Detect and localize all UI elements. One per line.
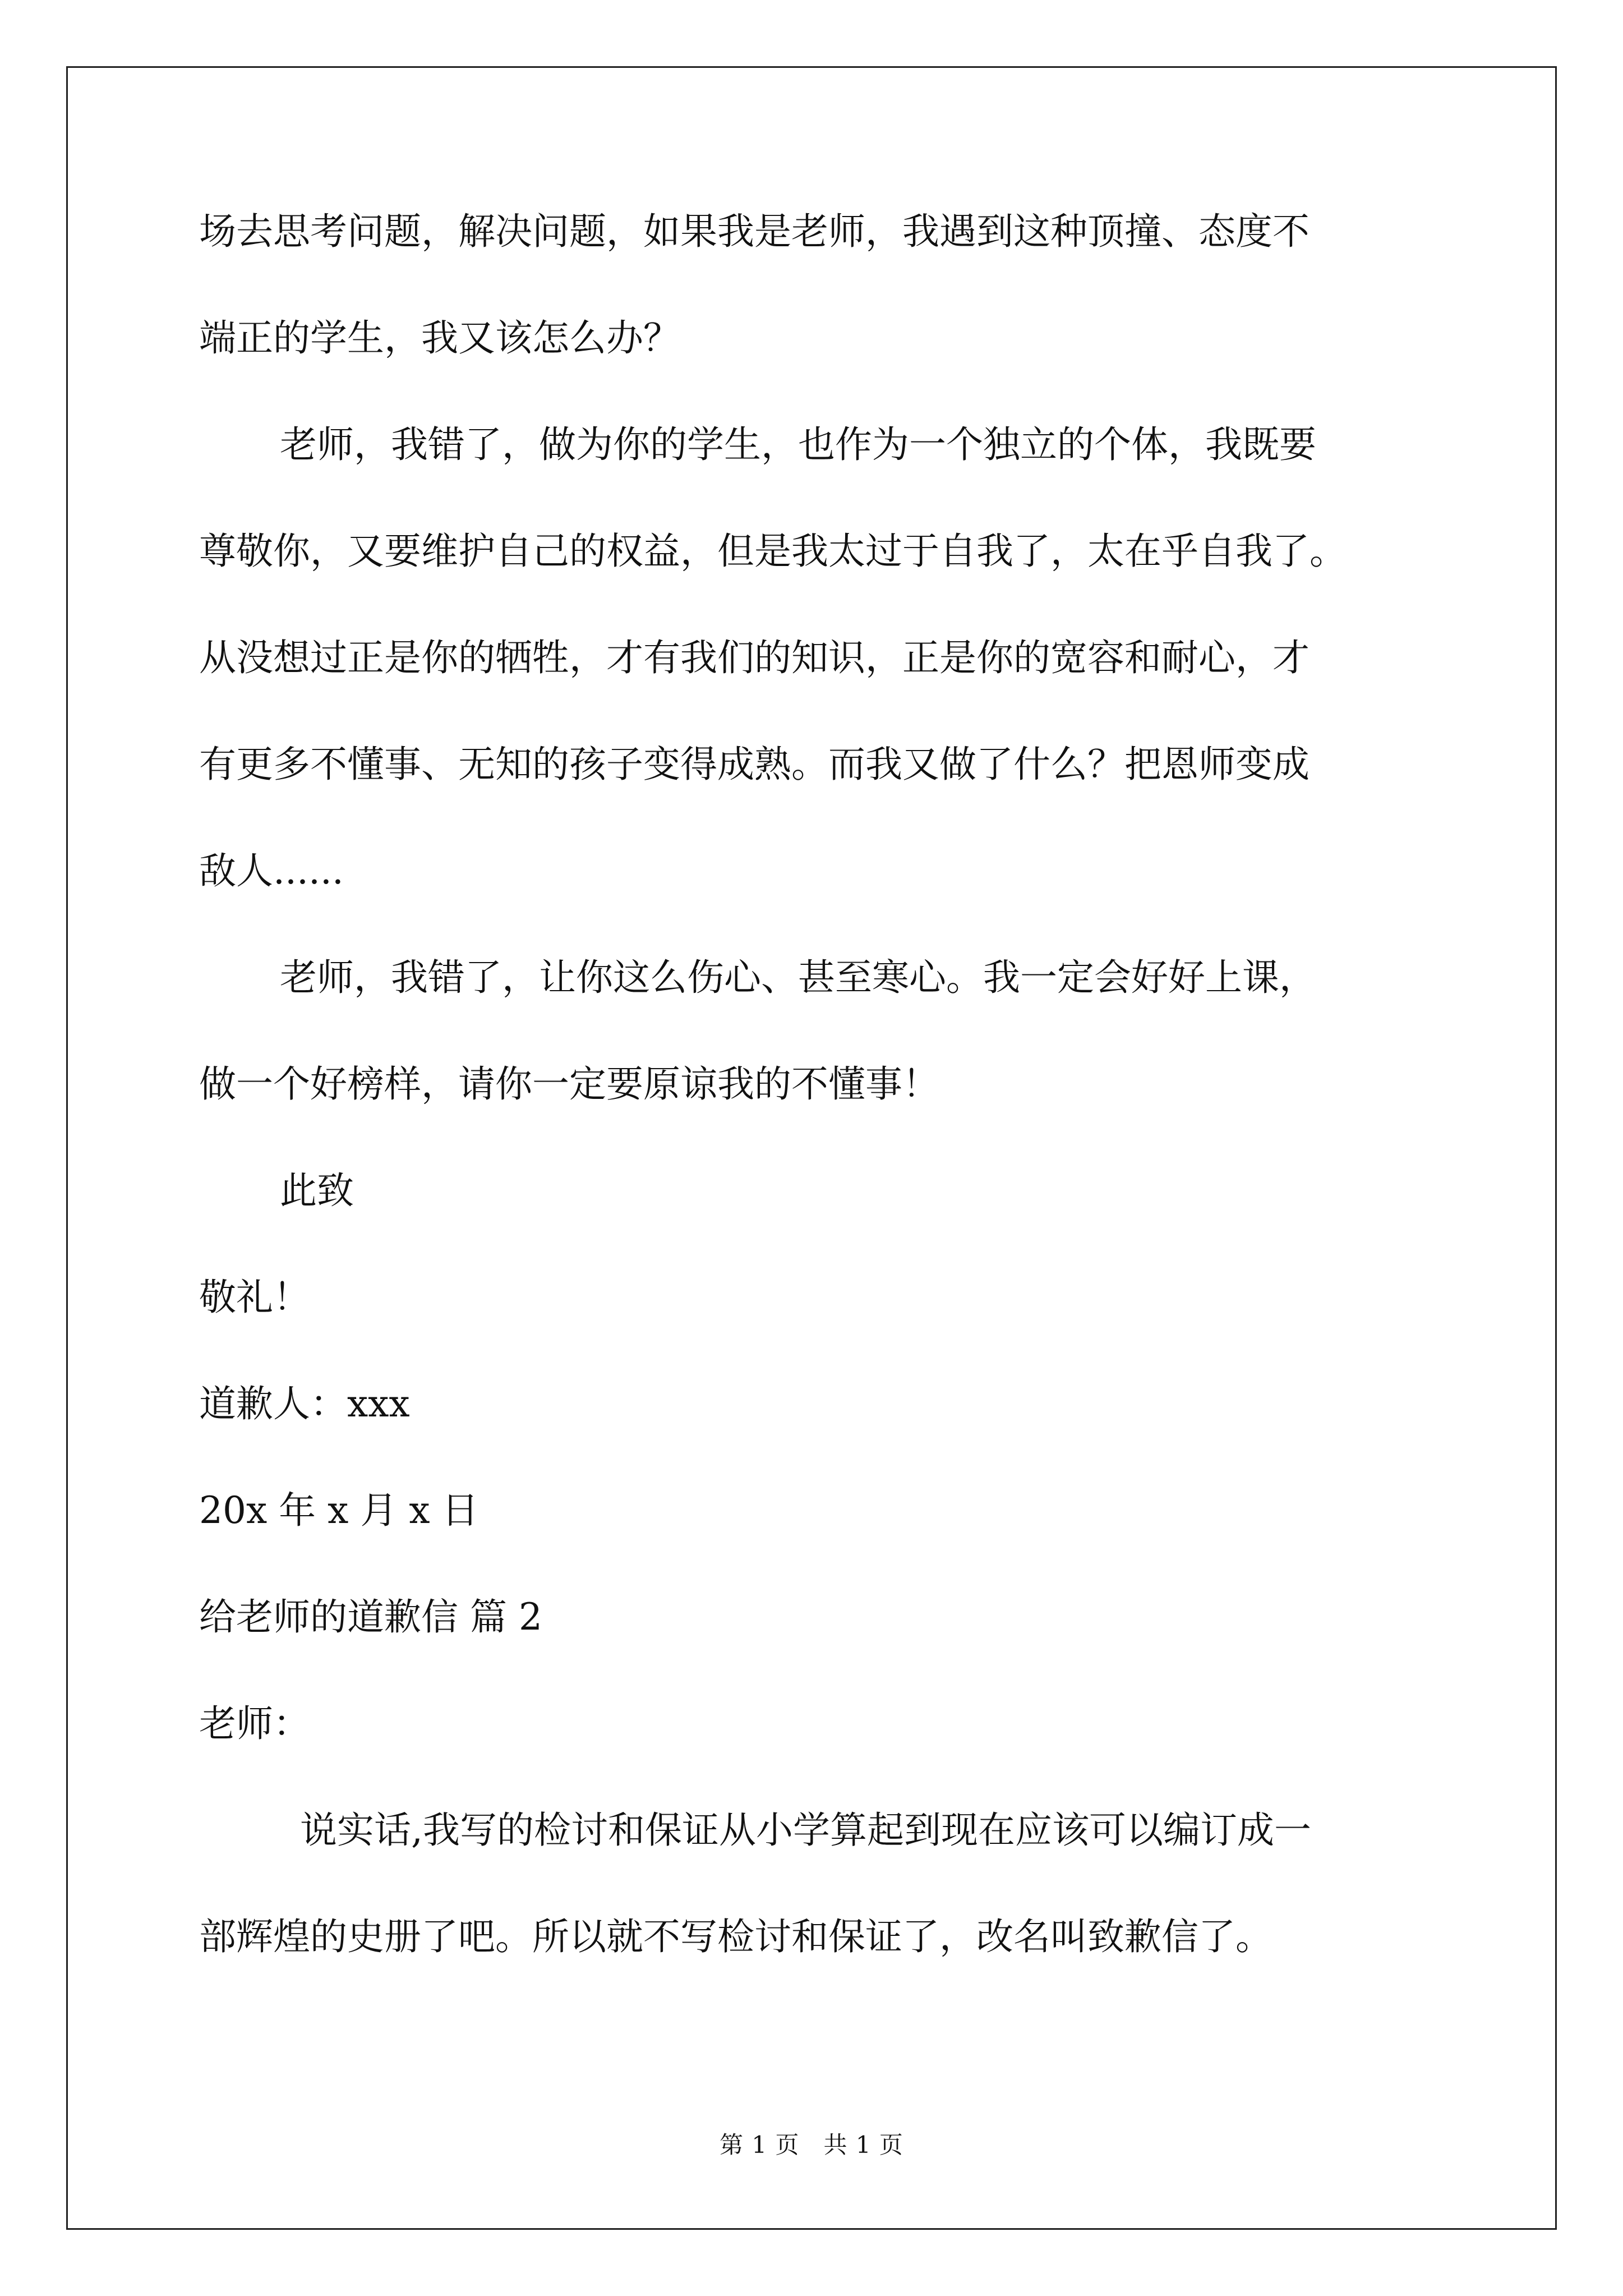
date-line: 20x 年 x 月 x 日 bbox=[199, 1489, 479, 1532]
body-line: 端正的学生，我又该怎么办？ bbox=[199, 316, 680, 360]
signature-line: 道歉人：xxx bbox=[199, 1382, 410, 1425]
greeting-line: 老师： bbox=[199, 1702, 310, 1745]
body-line: 做一个好榜样，请你一定要原谅我的不懂事！ bbox=[199, 1062, 939, 1106]
body-line: 老师，我错了，做为你的学生，也作为一个独立的个体，我既要 bbox=[280, 423, 1316, 466]
body-line: 敌人...... bbox=[199, 849, 344, 892]
body-line: 场去思考问题，解决问题，如果我是老师，我遇到这种顶撞、态度不 bbox=[199, 210, 1310, 253]
body-line: 有更多不懂事、无知的孩子变得成熟。而我又做了什么？把恩师变成 bbox=[199, 743, 1310, 786]
body-line: 部辉煌的史册了吧。所以就不写检讨和保证了，改名叫致歉信了。 bbox=[199, 1915, 1272, 1958]
closing-regards: 敬礼！ bbox=[199, 1276, 310, 1319]
closing-salutation: 此致 bbox=[280, 1169, 354, 1212]
body-line: 从没想过正是你的牺牲，才有我们的知识，正是你的宽容和耐心，才 bbox=[199, 636, 1310, 679]
body-line: 老师，我错了，让你这么伤心、甚至寒心。我一定会好好上课， bbox=[280, 956, 1316, 999]
document-body bbox=[199, 210, 1467, 2025]
body-line: 尊敬你，又要维护自己的权益，但是我太过于自我了，太在乎自我了。 bbox=[199, 530, 1347, 573]
body-line: 说实话,我写的检讨和保证从小学算起到现在应该可以编订成一 bbox=[300, 1809, 1311, 1852]
section-title: 给老师的道歉信 篇 2 bbox=[199, 1595, 542, 1639]
page-footer: 第 1 页 共 1 页 bbox=[720, 2131, 903, 2159]
